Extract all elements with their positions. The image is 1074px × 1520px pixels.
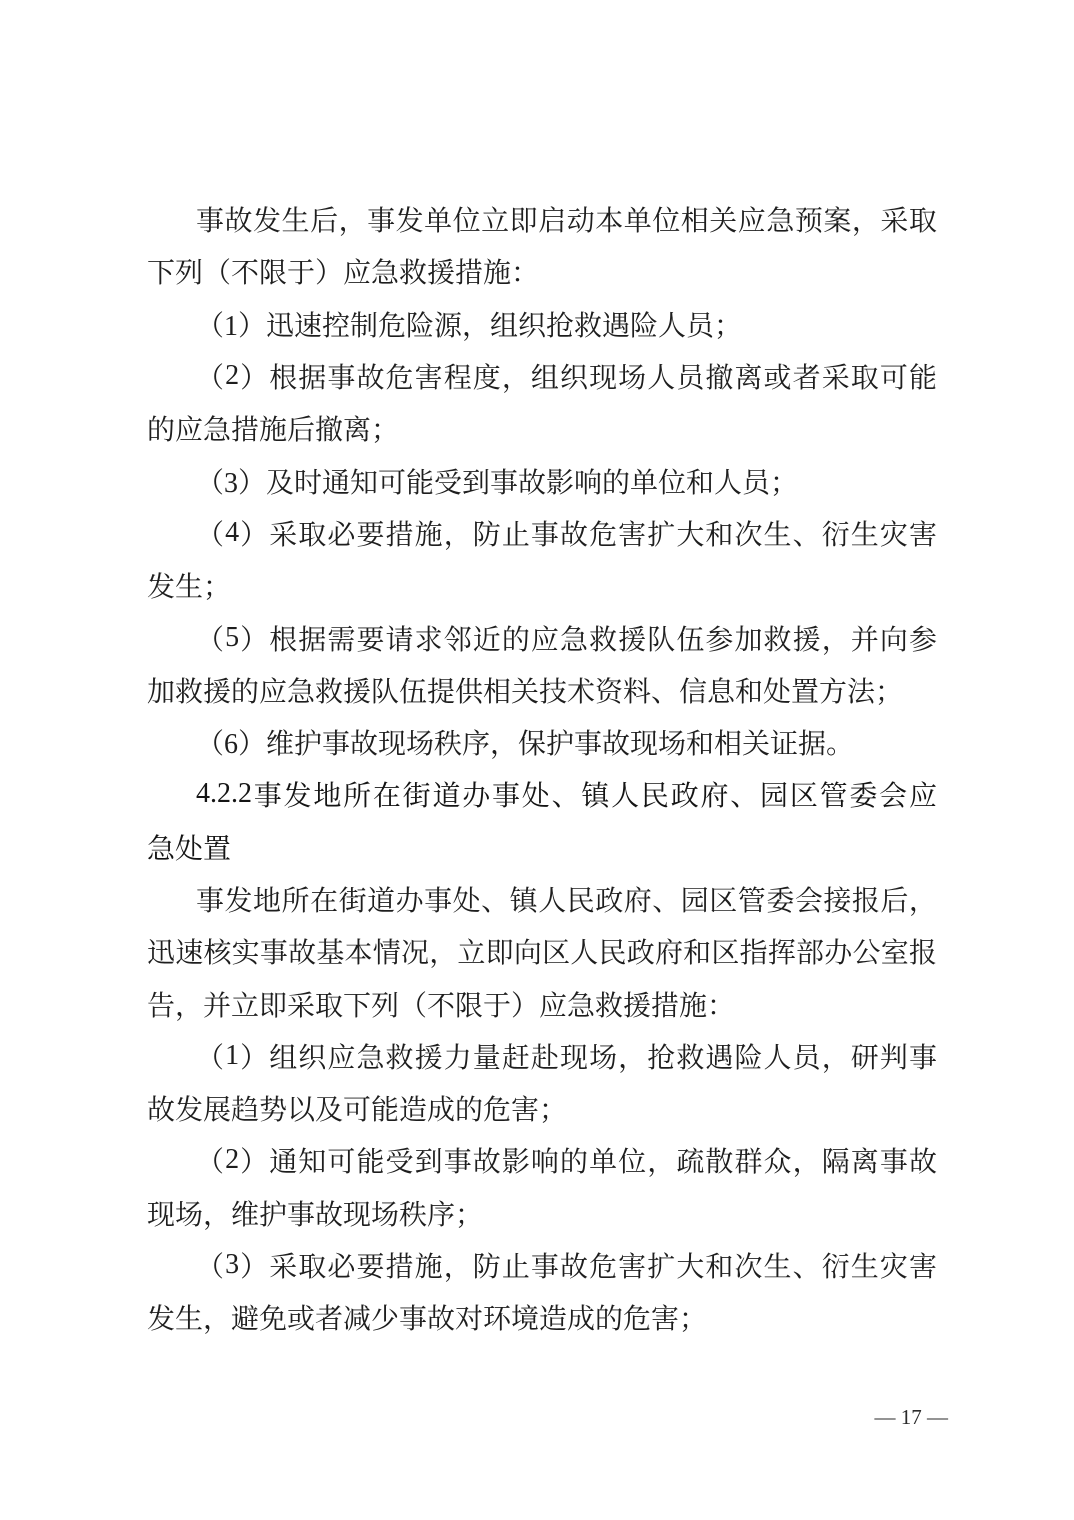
text-token: 据 — [298, 363, 327, 395]
text-line — [147, 716, 937, 768]
text-token: 可 — [327, 1147, 356, 1179]
text-token: 园 — [680, 886, 709, 917]
text-line — [147, 559, 937, 611]
text-token: 害 — [908, 1252, 937, 1284]
text-token: ， — [338, 206, 367, 238]
text-token: 的 — [501, 624, 530, 656]
text-token: 民 — [640, 781, 669, 813]
text-token: 政 — [670, 781, 699, 813]
text-token: 发 — [283, 781, 312, 813]
text-token: 部 — [796, 938, 825, 970]
text-line — [147, 925, 937, 977]
text-token: 事 — [259, 938, 288, 970]
text-token: 采 — [880, 206, 909, 238]
text-token: 故 — [224, 206, 253, 238]
text-token: ， — [821, 1042, 850, 1074]
text-token: 发 — [395, 206, 424, 238]
text-token: 挥 — [767, 938, 796, 970]
text-token: 生 — [763, 519, 792, 551]
text-line — [147, 1030, 937, 1082]
text-line — [147, 977, 937, 1029]
text-token: 应 — [737, 206, 766, 238]
text-token: 急 — [560, 624, 589, 656]
text-token: 本 — [595, 206, 624, 238]
text-token: 故 — [560, 519, 589, 551]
text-token: 预 — [794, 206, 823, 238]
text-token: 伍 — [676, 624, 705, 656]
text-token: 报 — [908, 938, 937, 970]
text-line — [147, 1134, 937, 1186]
text-token: 组 — [530, 363, 559, 395]
text-token: 案 — [823, 206, 852, 238]
text-token: 委 — [766, 886, 795, 917]
text-token: 求 — [414, 624, 443, 656]
text-token: 发 — [224, 886, 253, 917]
text-token: 事 — [530, 519, 559, 551]
text-token: 危 — [589, 1252, 618, 1284]
text-token: 指 — [739, 938, 768, 970]
text-token: 害 — [618, 1252, 647, 1284]
text-token: 受 — [385, 1147, 414, 1179]
text-token: 1 — [225, 1039, 240, 1071]
text-token: 政 — [595, 886, 624, 917]
text-token: 取 — [298, 1252, 327, 1284]
text-token: 委 — [849, 781, 878, 813]
text-token: ， — [821, 624, 850, 656]
text-line — [147, 298, 937, 350]
text-token: 危 — [385, 363, 414, 395]
text-token: 施 — [414, 1252, 443, 1284]
text-line — [147, 454, 937, 506]
text-line — [147, 1291, 937, 1343]
text-token: 事 — [253, 781, 282, 813]
text-token: 离 — [734, 363, 763, 395]
text-token: 影 — [501, 1147, 530, 1179]
text-token: 、 — [551, 781, 580, 813]
text-token: ） — [240, 1042, 269, 1074]
text-token: ， — [647, 1147, 676, 1179]
text-run: 急处置 — [147, 833, 232, 865]
text-line — [147, 402, 937, 454]
text-token: 请 — [385, 624, 414, 656]
heading-line — [147, 768, 937, 820]
text-token: 散 — [705, 1147, 734, 1179]
text-token: 扩 — [647, 1252, 676, 1284]
text-token: ） — [240, 1147, 269, 1179]
text-token: 必 — [327, 519, 356, 551]
text-token: ） — [240, 363, 269, 395]
text-token: 害 — [618, 519, 647, 551]
text-token: 在 — [310, 886, 339, 917]
text-run: 故发展趋势以及可能造成的危害； — [147, 1095, 568, 1127]
text-line — [147, 1082, 937, 1134]
text-token: 街 — [402, 781, 431, 813]
text-token: ， — [443, 1252, 472, 1284]
text-token: 的 — [560, 1147, 589, 1179]
text-token: 况 — [400, 938, 429, 970]
text-token: （ — [196, 1042, 225, 1074]
text-token: 救 — [385, 1042, 414, 1074]
text-token: 次 — [734, 519, 763, 551]
text-token: 生 — [850, 1252, 879, 1284]
text-token: 在 — [372, 781, 401, 813]
text-token: 可 — [879, 363, 908, 395]
text-run: （3）及时通知可能受到事故影响的单位和人员； — [196, 467, 799, 499]
text-token: ， — [851, 206, 880, 238]
text-token: 府 — [623, 886, 652, 917]
text-token: 事 — [908, 1042, 937, 1074]
text-token: 事 — [879, 1147, 908, 1179]
text-token: 人 — [611, 781, 640, 813]
text-token: 速 — [175, 938, 204, 970]
text-token: 现 — [589, 363, 618, 395]
text-token: 应 — [530, 624, 559, 656]
text-token: 疏 — [676, 1147, 705, 1179]
text-token: 援 — [414, 1042, 443, 1074]
text-token: 者 — [792, 363, 821, 395]
text-line — [147, 664, 937, 716]
text-token: 管 — [819, 781, 848, 813]
text-token: 急 — [766, 206, 795, 238]
text-token: 后 — [310, 206, 339, 238]
text-token: 会 — [794, 886, 823, 917]
text-token: 所 — [281, 886, 310, 917]
text-token: 位 — [652, 206, 681, 238]
text-token: （ — [196, 624, 225, 656]
text-token: 单 — [589, 1147, 618, 1179]
text-token: 或 — [763, 363, 792, 395]
text-token: 、 — [792, 519, 821, 551]
text-token: 2 — [225, 1144, 240, 1176]
text-token: 相 — [680, 206, 709, 238]
text-token: 要 — [356, 519, 385, 551]
text-token: 街 — [338, 886, 367, 917]
text-line — [147, 1239, 937, 1291]
text-token: 故 — [908, 1147, 937, 1179]
text-token: 事 — [196, 886, 225, 917]
text-token: 基 — [316, 938, 345, 970]
text-token: 生 — [763, 1252, 792, 1284]
text-token: 人 — [538, 886, 567, 917]
text-token: 管 — [737, 886, 766, 917]
text-token: 府 — [654, 938, 683, 970]
text-token: 所 — [343, 781, 372, 813]
text-run: （6）维护事故现场秩序，保护事故现场和相关证据。 — [196, 729, 855, 761]
text-token: 灾 — [879, 519, 908, 551]
text-token: ， — [618, 1042, 647, 1074]
text-token: 据 — [298, 624, 327, 656]
text-token: 需 — [327, 624, 356, 656]
text-token: 救 — [763, 624, 792, 656]
text-token: 响 — [530, 1147, 559, 1179]
text-token: 急 — [356, 1042, 385, 1074]
text-run: 发生，避免或者减少事故对环境造成的危害； — [147, 1304, 708, 1336]
text-token: 启 — [538, 206, 567, 238]
text-token: 公 — [852, 938, 881, 970]
text-token: 区 — [789, 781, 818, 813]
text-token: 故 — [356, 363, 385, 395]
text-token: 接 — [823, 886, 852, 917]
text-token: 迅 — [147, 938, 176, 970]
text-line — [147, 611, 937, 663]
text-token: 参 — [908, 624, 937, 656]
text-run: 下列（不限于）应急救援措施： — [147, 258, 540, 290]
text-token: 即 — [509, 206, 538, 238]
text-token: 量 — [472, 1042, 501, 1074]
text-token: 、 — [730, 781, 759, 813]
text-token: 隔 — [821, 1147, 850, 1179]
text-token: 4.2.2 — [196, 778, 252, 810]
text-token: 故 — [288, 938, 317, 970]
text-token: 事 — [424, 886, 453, 917]
text-token: ， — [443, 519, 472, 551]
text-token: 取 — [298, 519, 327, 551]
text-token: 府 — [700, 781, 729, 813]
text-token: 会 — [879, 781, 908, 813]
text-token: 措 — [385, 519, 414, 551]
text-token: 人 — [763, 1042, 792, 1074]
text-token: 室 — [880, 938, 909, 970]
text-token: 赴 — [530, 1042, 559, 1074]
text-token: 地 — [253, 886, 282, 917]
text-token: 参 — [705, 624, 734, 656]
text-token: 民 — [566, 886, 595, 917]
text-token: 、 — [652, 886, 681, 917]
text-token: 报 — [851, 886, 880, 917]
text-line — [147, 1187, 937, 1239]
text-token: 危 — [589, 519, 618, 551]
text-token: 核 — [203, 938, 232, 970]
text-token: 位 — [452, 206, 481, 238]
text-token: 事 — [530, 1252, 559, 1284]
text-token: 止 — [501, 519, 530, 551]
text-token: 扩 — [647, 519, 676, 551]
text-token: 度 — [472, 363, 501, 395]
text-line — [147, 507, 937, 559]
text-token: 道 — [367, 886, 396, 917]
text-token: 众 — [763, 1147, 792, 1179]
text-token: 防 — [472, 519, 501, 551]
text-token: 本 — [344, 938, 373, 970]
text-token: 力 — [443, 1042, 472, 1074]
text-token: 研 — [850, 1042, 879, 1074]
text-token: ， — [908, 886, 937, 917]
text-token: 援 — [792, 624, 821, 656]
text-token: ） — [240, 519, 269, 551]
text-token: 援 — [618, 624, 647, 656]
text-token: 根 — [269, 624, 298, 656]
text-token: 3 — [225, 1249, 240, 1281]
text-token: 取 — [908, 206, 937, 238]
text-token: 组 — [269, 1042, 298, 1074]
text-token: 办 — [395, 886, 424, 917]
text-token: 遇 — [705, 1042, 734, 1074]
text-run: 告，并立即采取下列（不限于）应急救援措施： — [147, 990, 736, 1022]
text-line — [147, 193, 937, 245]
text-token: 采 — [269, 519, 298, 551]
text-token: 、 — [481, 886, 510, 917]
text-token: 和 — [705, 1252, 734, 1284]
text-token: 根 — [269, 363, 298, 395]
text-token: 能 — [908, 363, 937, 395]
text-token: 措 — [385, 1252, 414, 1284]
text-token: 道 — [432, 781, 461, 813]
text-token: 衍 — [821, 519, 850, 551]
text-token: 救 — [589, 624, 618, 656]
text-token: 办 — [462, 781, 491, 813]
text-token: 办 — [824, 938, 853, 970]
text-token: 群 — [734, 1147, 763, 1179]
text-token: 程 — [443, 363, 472, 395]
text-token: 、 — [792, 1252, 821, 1284]
text-token: （ — [196, 1252, 225, 1284]
text-token: 邻 — [443, 624, 472, 656]
text-token: 撤 — [705, 363, 734, 395]
text-token: ， — [792, 1147, 821, 1179]
text-token: 近 — [472, 624, 501, 656]
text-token: 判 — [879, 1042, 908, 1074]
text-token: 人 — [647, 363, 676, 395]
text-token: 队 — [647, 624, 676, 656]
text-line — [147, 245, 937, 297]
text-token: 员 — [792, 1042, 821, 1074]
text-token: 场 — [589, 1042, 618, 1074]
text-token: 向 — [513, 938, 542, 970]
text-token: 后 — [880, 886, 909, 917]
text-token: 故 — [472, 1147, 501, 1179]
text-token: 要 — [356, 624, 385, 656]
text-token: 区 — [709, 886, 738, 917]
text-token: 动 — [566, 206, 595, 238]
text-token: 加 — [734, 624, 763, 656]
text-run: 加救援的应急救援队伍提供相关技术资料、信息和处置方法； — [147, 676, 904, 708]
text-token: 民 — [598, 938, 627, 970]
text-token: 事 — [443, 1147, 472, 1179]
text-token: 即 — [485, 938, 514, 970]
text-line — [147, 350, 937, 402]
text-token: 发 — [253, 206, 282, 238]
text-token: 取 — [850, 363, 879, 395]
text-token: 赶 — [501, 1042, 530, 1074]
text-token: 知 — [298, 1147, 327, 1179]
text-token: 镇 — [509, 886, 538, 917]
text-token: 害 — [908, 519, 937, 551]
text-token: 关 — [709, 206, 738, 238]
text-token: 事 — [327, 363, 356, 395]
text-run: 发生； — [147, 572, 232, 604]
document-body — [147, 193, 937, 1344]
text-token: 和 — [683, 938, 712, 970]
text-run: 的应急措施后撤离； — [147, 415, 400, 447]
text-token: 人 — [570, 938, 599, 970]
text-token: 必 — [327, 1252, 356, 1284]
text-token: 事 — [196, 206, 225, 238]
text-token: ） — [240, 624, 269, 656]
text-token: 要 — [356, 1252, 385, 1284]
text-token: 止 — [501, 1252, 530, 1284]
text-token: 事 — [367, 206, 396, 238]
text-token: 4 — [225, 516, 240, 548]
text-token: 大 — [676, 519, 705, 551]
text-token: 织 — [560, 363, 589, 395]
text-token: 次 — [734, 1252, 763, 1284]
text-token: 区 — [711, 938, 740, 970]
text-token: 生 — [850, 519, 879, 551]
text-token: 政 — [626, 938, 655, 970]
text-token: 通 — [269, 1147, 298, 1179]
text-token: 处 — [452, 886, 481, 917]
text-token: 离 — [850, 1147, 879, 1179]
text-token: 应 — [327, 1042, 356, 1074]
text-token: 现 — [560, 1042, 589, 1074]
text-run: 现场，维护事故现场秩序； — [147, 1199, 484, 1231]
text-token: 场 — [618, 363, 647, 395]
text-token: 采 — [821, 363, 850, 395]
text-token: 织 — [298, 1042, 327, 1074]
text-token: 抢 — [647, 1042, 676, 1074]
text-token: ） — [240, 1252, 269, 1284]
page-number: — 17 — — [874, 1405, 948, 1429]
text-run: （1）迅速控制危险源，组织抢救遇险人员； — [196, 310, 743, 342]
text-token: 施 — [414, 519, 443, 551]
text-token: 立 — [481, 206, 510, 238]
text-token: 衍 — [821, 1252, 850, 1284]
text-token: 地 — [313, 781, 342, 813]
text-token: 故 — [560, 1252, 589, 1284]
text-token: 园 — [760, 781, 789, 813]
text-token: ， — [429, 938, 458, 970]
text-token: 员 — [676, 363, 705, 395]
text-token: 立 — [457, 938, 486, 970]
text-token: 事 — [492, 781, 521, 813]
text-token: （ — [196, 1147, 225, 1179]
text-token: 单 — [623, 206, 652, 238]
text-token: 防 — [472, 1252, 501, 1284]
text-token: 2 — [225, 360, 240, 392]
text-token: 能 — [356, 1147, 385, 1179]
text-token: 大 — [676, 1252, 705, 1284]
text-token: 并 — [850, 624, 879, 656]
text-token: 区 — [542, 938, 571, 970]
text-token: 采 — [269, 1252, 298, 1284]
text-token: 应 — [908, 781, 937, 813]
text-token: 情 — [372, 938, 401, 970]
text-token: 实 — [231, 938, 260, 970]
text-token: ， — [501, 363, 530, 395]
text-token: 处 — [521, 781, 550, 813]
text-token: 向 — [879, 624, 908, 656]
text-token: （ — [196, 519, 225, 551]
text-token: 救 — [676, 1042, 705, 1074]
text-token: 和 — [705, 519, 734, 551]
text-token: 灾 — [879, 1252, 908, 1284]
text-token: （ — [196, 363, 225, 395]
text-token: 5 — [225, 621, 240, 653]
text-token: 镇 — [581, 781, 610, 813]
text-token: 到 — [414, 1147, 443, 1179]
text-token: 害 — [414, 363, 443, 395]
text-token: 险 — [734, 1042, 763, 1074]
text-token: 单 — [424, 206, 453, 238]
text-token: 生 — [281, 206, 310, 238]
heading-line — [147, 821, 937, 873]
text-token: 位 — [618, 1147, 647, 1179]
text-line — [147, 873, 937, 925]
